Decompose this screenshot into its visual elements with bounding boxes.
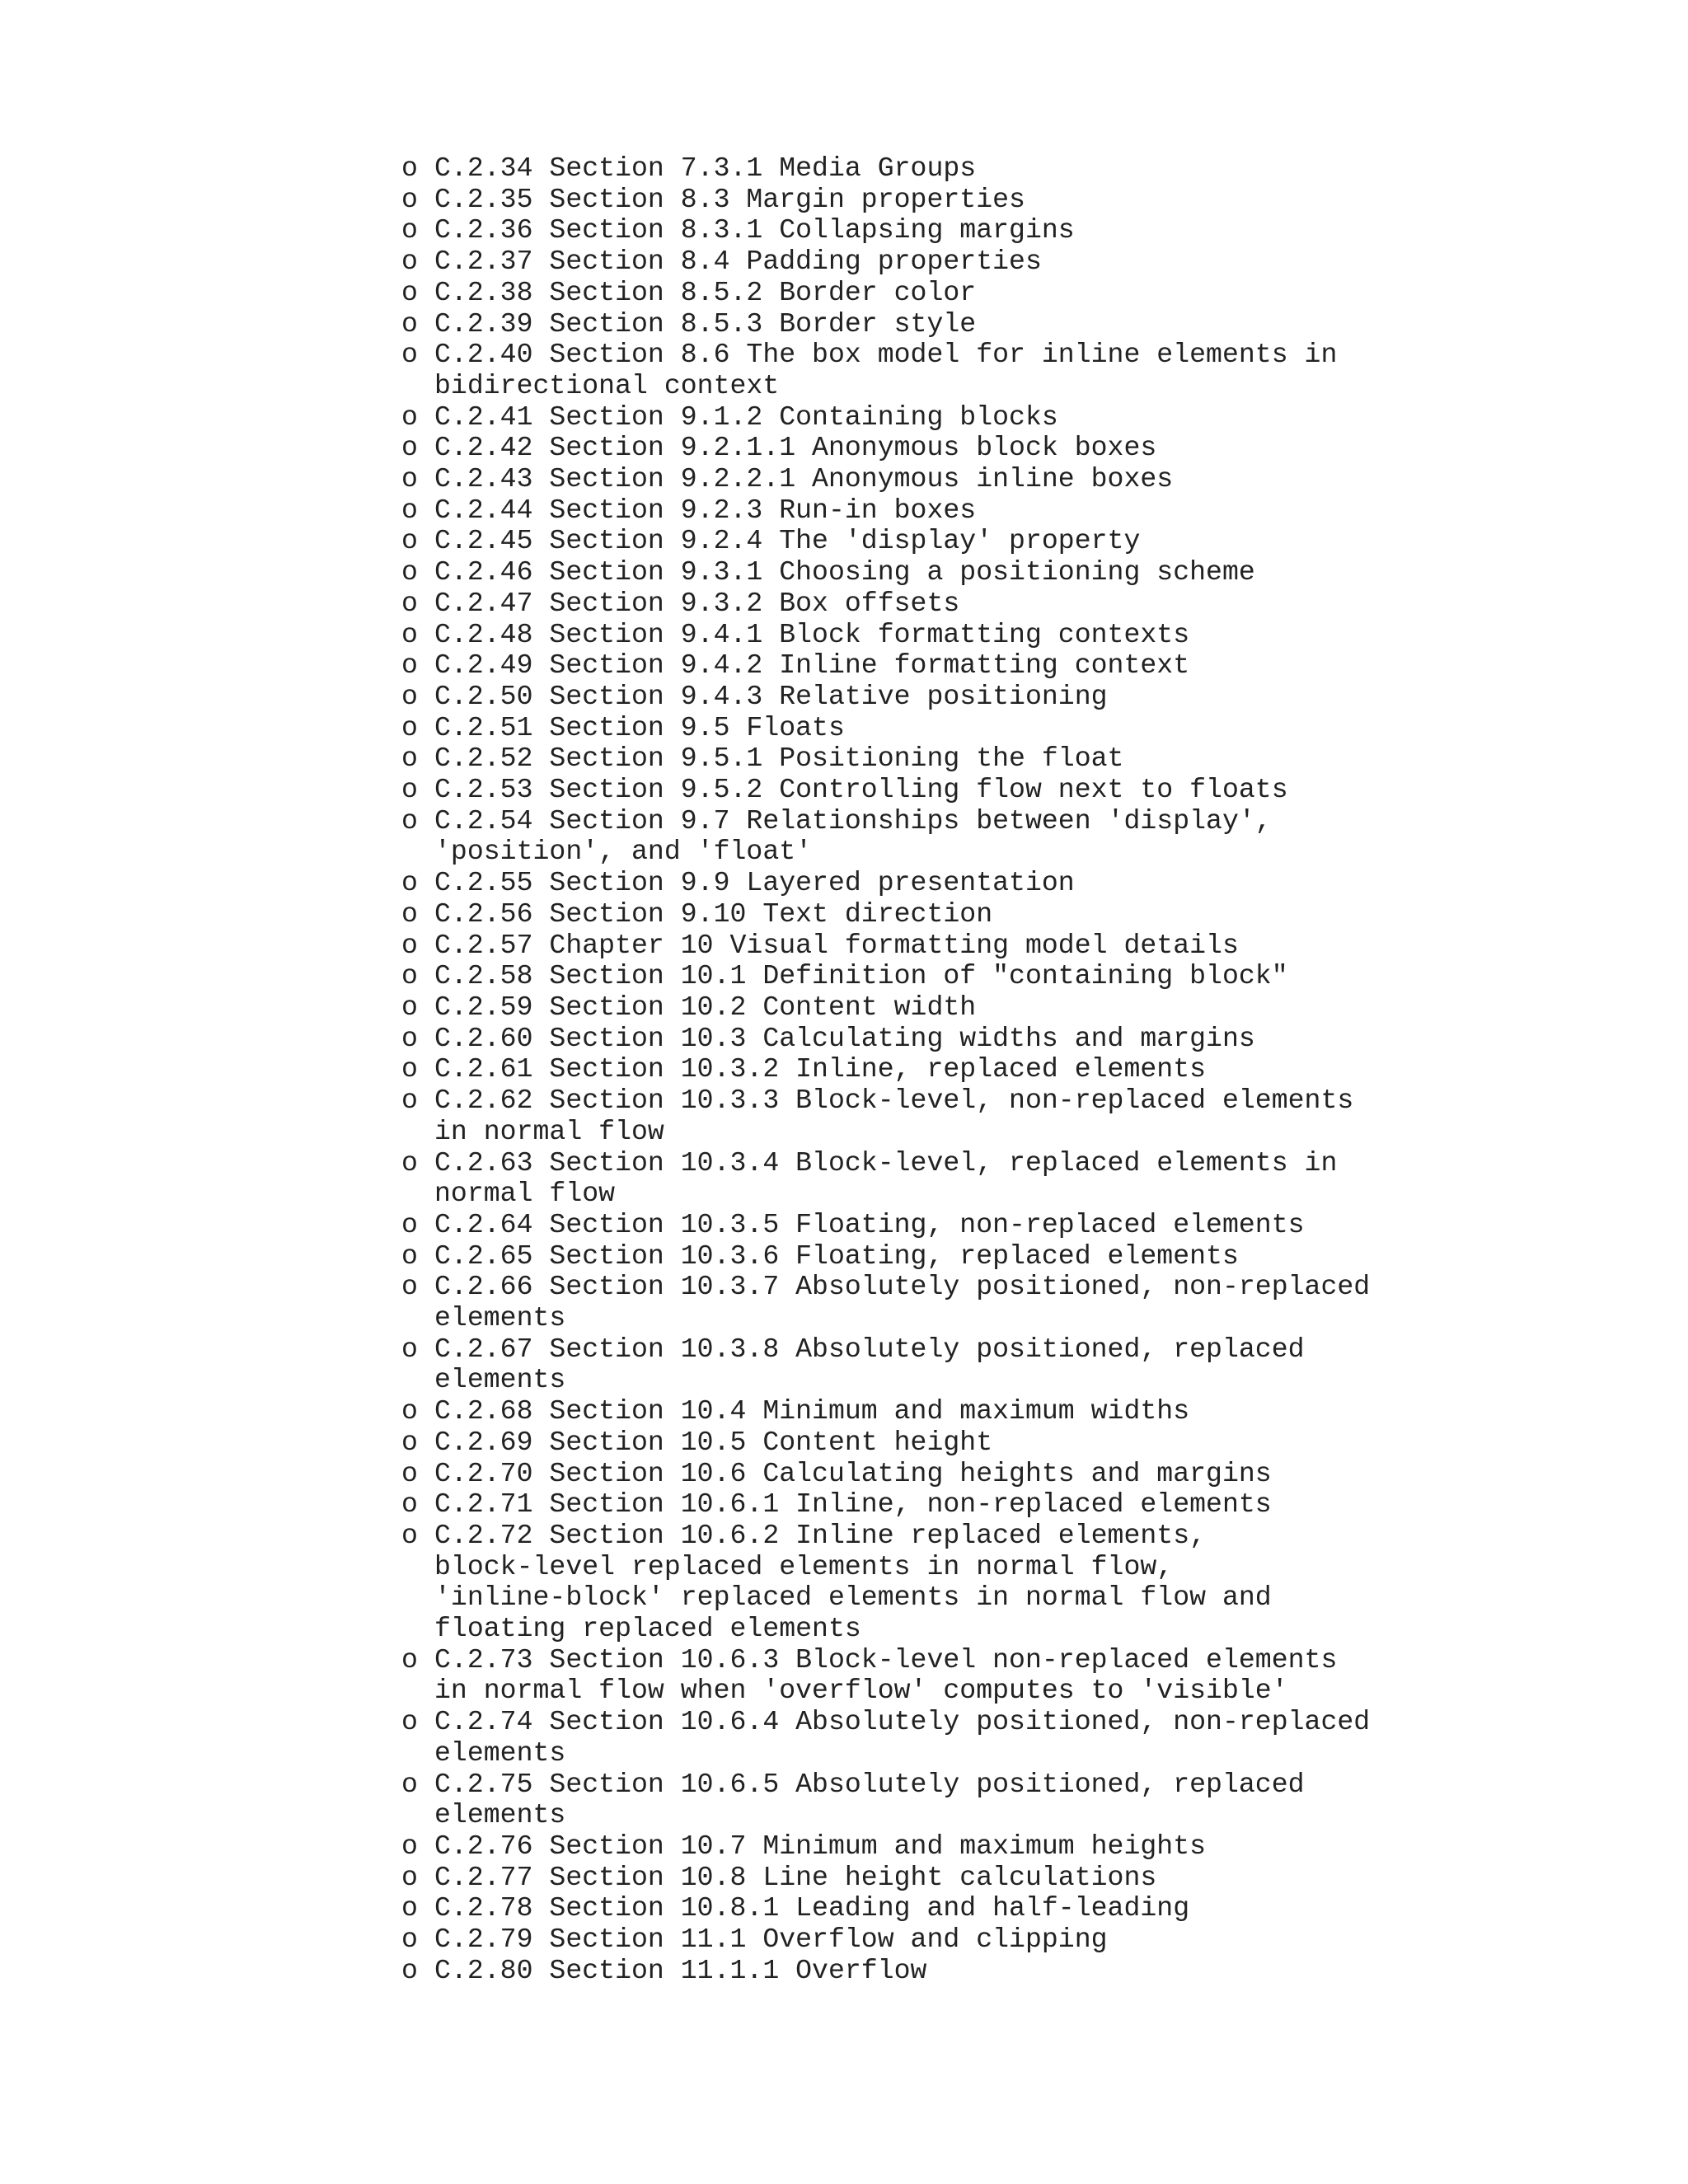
toc-item-line: C.2.36 Section 8.3.1 Collapsing margins <box>434 214 1075 246</box>
toc-item-line: C.2.64 Section 10.3.5 Floating, non-replaced elements <box>434 1208 1305 1240</box>
list-bullet: o <box>401 804 418 837</box>
list-bullet: o <box>401 1426 418 1458</box>
toc-item-line: elements <box>434 1736 566 1769</box>
toc-item-line: C.2.38 Section 8.5.2 Border color <box>434 276 977 308</box>
toc-item <box>0 650 1423 682</box>
toc-item-line: C.2.59 Section 10.2 Content width <box>434 991 977 1023</box>
toc-item-text <box>434 1863 1423 1894</box>
list-bullet: o <box>401 1085 418 1117</box>
toc-item-line: C.2.54 Section 9.7 Relationships between 'display', <box>434 804 1272 837</box>
toc-item-text <box>434 1707 1423 1769</box>
toc-item <box>0 930 1423 962</box>
list-bullet: o <box>401 1022 418 1054</box>
toc-item-text <box>434 433 1423 464</box>
toc-item <box>0 1956 1423 1987</box>
toc-item-text <box>434 1489 1423 1521</box>
list-bullet: o <box>401 649 418 682</box>
toc-item-line: C.2.46 Section 9.3.1 Choosing a positioning scheme <box>434 556 1255 588</box>
toc-item-text <box>434 650 1423 682</box>
toc-item <box>0 1210 1423 1241</box>
toc-item-text <box>434 930 1423 962</box>
toc-item-line: normal flow <box>434 1178 616 1210</box>
toc-item-text <box>434 309 1423 340</box>
toc-item <box>0 1148 1423 1210</box>
toc-item-text <box>434 961 1423 992</box>
toc-item-line: C.2.62 Section 10.3.3 Block-level, non-replaced elements <box>434 1085 1354 1117</box>
toc-item-line: C.2.74 Section 10.6.4 Absolutely positioned, non-replaced <box>434 1706 1371 1738</box>
toc-item-line: C.2.55 Section 9.9 Layered presentation <box>434 867 1075 899</box>
list-bullet: o <box>401 1519 418 1551</box>
toc-item-text <box>434 464 1423 495</box>
list-bullet: o <box>401 867 418 899</box>
toc-item-text <box>434 526 1423 557</box>
toc-item <box>0 620 1423 651</box>
toc-item-line: C.2.52 Section 9.5.1 Positioning the float <box>434 743 1124 775</box>
toc-item-line: C.2.43 Section 9.2.2.1 Anonymous inline boxes <box>434 463 1174 495</box>
toc-item-line: in normal flow <box>434 1115 664 1147</box>
toc-item <box>0 1924 1423 1956</box>
list-bullet: o <box>401 680 418 712</box>
toc-item <box>0 961 1423 992</box>
toc-item-text <box>434 743 1423 775</box>
list-bullet: o <box>401 1333 418 1365</box>
toc-item <box>0 806 1423 868</box>
toc-item-line: 'position', and 'float' <box>434 836 813 868</box>
toc-item-text <box>434 1769 1423 1831</box>
toc-item-line: C.2.40 Section 8.6 The box model for inline elements in <box>434 339 1338 371</box>
toc-item <box>0 1521 1423 1645</box>
toc-item <box>0 526 1423 557</box>
toc-item-text <box>434 1924 1423 1956</box>
toc-item-line: C.2.34 Section 7.3.1 Media Groups <box>434 152 977 184</box>
toc-item-line: C.2.72 Section 10.6.2 Inline replaced elements, <box>434 1519 1207 1551</box>
toc-item-line: C.2.35 Section 8.3 Margin properties <box>434 183 1025 215</box>
toc-item <box>0 464 1423 495</box>
toc-item-line: C.2.42 Section 9.2.1.1 Anonymous block boxes <box>434 432 1157 464</box>
toc-item-line: C.2.61 Section 10.3.2 Inline, replaced elements <box>434 1053 1207 1085</box>
list-bullet: o <box>401 1240 418 1272</box>
toc-item <box>0 1893 1423 1924</box>
toc-item-line: C.2.57 Chapter 10 Visual formatting model details <box>434 929 1239 961</box>
toc-item-text <box>434 1210 1423 1241</box>
toc-item-text <box>434 340 1423 401</box>
toc-item-line: floating replaced elements <box>434 1613 861 1645</box>
list-bullet: o <box>401 183 418 215</box>
toc-item <box>0 402 1423 434</box>
toc-item-line: elements <box>434 1302 566 1334</box>
toc-item-text <box>434 153 1423 185</box>
list-bullet: o <box>401 152 418 184</box>
toc-item-line: block-level replaced elements in normal flow, <box>434 1550 1174 1582</box>
toc-item-text <box>434 1956 1423 1987</box>
list-bullet: o <box>401 1271 418 1303</box>
toc-item-line: C.2.37 Section 8.4 Padding properties <box>434 246 1042 278</box>
list-bullet: o <box>401 711 418 743</box>
toc-item-text <box>434 1024 1423 1055</box>
toc-item-text <box>434 1521 1423 1645</box>
toc-item <box>0 1707 1423 1769</box>
list-bullet: o <box>401 1457 418 1489</box>
list-bullet: o <box>401 276 418 308</box>
toc-item-text <box>434 1459 1423 1490</box>
toc-item <box>0 1459 1423 1490</box>
toc-item-text <box>434 775 1423 806</box>
toc-item-line: C.2.68 Section 10.4 Minimum and maximum widths <box>434 1395 1190 1427</box>
list-bullet: o <box>401 1488 418 1521</box>
toc-item <box>0 1241 1423 1272</box>
toc-item-text <box>434 1427 1423 1459</box>
toc-item-text <box>434 557 1423 588</box>
toc-item <box>0 1489 1423 1521</box>
list-bullet: o <box>401 991 418 1023</box>
toc-item-line: C.2.76 Section 10.7 Minimum and maximum heights <box>434 1830 1207 1862</box>
list-bullet: o <box>401 1830 418 1862</box>
toc-item-text <box>434 1831 1423 1863</box>
list-bullet: o <box>401 463 418 495</box>
toc-item <box>0 899 1423 930</box>
toc-item-line: C.2.58 Section 10.1 Definition of "containing block" <box>434 960 1288 992</box>
toc-item-line: C.2.79 Section 11.1 Overflow and clipping <box>434 1924 1108 1956</box>
toc-item <box>0 1645 1423 1707</box>
list-bullet: o <box>401 960 418 992</box>
toc-item-line: C.2.63 Section 10.3.4 Block-level, replaced elements in <box>434 1146 1338 1179</box>
toc-item-line: C.2.39 Section 8.5.3 Border style <box>434 307 977 340</box>
toc-item-text <box>434 899 1423 930</box>
toc-item-line: C.2.80 Section 11.1.1 Overflow <box>434 1954 927 1986</box>
list-bullet: o <box>401 1892 418 1924</box>
toc-item-line: C.2.67 Section 10.3.8 Absolutely positioned, replaced <box>434 1333 1305 1365</box>
toc-item-text <box>434 806 1423 868</box>
toc-item <box>0 185 1423 216</box>
toc-item-text <box>434 992 1423 1024</box>
toc-item-text <box>434 185 1423 216</box>
list-bullet: o <box>401 743 418 775</box>
toc-item-line: C.2.41 Section 9.1.2 Containing blocks <box>434 401 1058 433</box>
toc-item <box>0 743 1423 775</box>
list-bullet: o <box>401 494 418 526</box>
list-bullet: o <box>401 432 418 464</box>
toc-item-text <box>434 1396 1423 1427</box>
toc-item-text <box>434 713 1423 744</box>
toc-item-text <box>434 1893 1423 1924</box>
toc-item-text <box>434 1334 1423 1396</box>
toc-item <box>0 1863 1423 1894</box>
toc-item <box>0 153 1423 185</box>
toc-item-text <box>434 495 1423 527</box>
toc-item-line: C.2.75 Section 10.6.5 Absolutely positioned, replaced <box>434 1768 1305 1800</box>
toc-item-line: C.2.53 Section 9.5.2 Controlling flow next to floats <box>434 774 1288 806</box>
toc-item <box>0 992 1423 1024</box>
toc-item-line: C.2.50 Section 9.4.3 Relative positioning <box>434 680 1108 712</box>
toc-item <box>0 495 1423 527</box>
toc-item-text <box>434 682 1423 713</box>
list-bullet: o <box>401 618 418 650</box>
toc-item-text <box>434 246 1423 278</box>
toc-item-line: C.2.51 Section 9.5 Floats <box>434 711 845 743</box>
toc-item-line: C.2.49 Section 9.4.2 Inline formatting context <box>434 649 1190 682</box>
toc-item <box>0 1334 1423 1396</box>
list-bullet: o <box>401 774 418 806</box>
toc-item-text <box>434 215 1423 246</box>
toc-list <box>0 153 1423 1986</box>
toc-item-text <box>434 868 1423 899</box>
toc-item <box>0 309 1423 340</box>
toc-item-text <box>434 1241 1423 1272</box>
list-bullet: o <box>401 339 418 371</box>
list-bullet: o <box>401 929 418 961</box>
toc-item-line: C.2.70 Section 10.6 Calculating heights and margins <box>434 1457 1272 1489</box>
toc-item <box>0 215 1423 246</box>
toc-item-line: elements <box>434 1364 566 1396</box>
list-bullet: o <box>401 1706 418 1738</box>
list-bullet: o <box>401 307 418 340</box>
list-bullet: o <box>401 1395 418 1427</box>
toc-item <box>0 1427 1423 1459</box>
toc-item-text <box>434 1148 1423 1210</box>
toc-item-line: 'inline-block' replaced elements in normal flow and <box>434 1582 1272 1614</box>
toc-item <box>0 433 1423 464</box>
toc-item-line: C.2.78 Section 10.8.1 Leading and half-leading <box>434 1892 1190 1924</box>
toc-item-text <box>434 588 1423 620</box>
toc-item-line: bidirectional context <box>434 369 780 401</box>
list-bullet: o <box>401 525 418 557</box>
toc-item <box>0 1831 1423 1863</box>
list-bullet: o <box>401 898 418 930</box>
toc-item-text <box>434 1085 1423 1147</box>
toc-item-line: C.2.48 Section 9.4.1 Block formatting contexts <box>434 618 1190 650</box>
list-bullet: o <box>401 1954 418 1986</box>
list-bullet: o <box>401 587 418 619</box>
toc-item-line: C.2.71 Section 10.6.1 Inline, non-replaced elements <box>434 1488 1272 1521</box>
toc-item <box>0 278 1423 309</box>
toc-item <box>0 1085 1423 1147</box>
toc-item-line: C.2.77 Section 10.8 Line height calculations <box>434 1861 1157 1893</box>
toc-item <box>0 868 1423 899</box>
toc-item-text <box>434 1645 1423 1707</box>
toc-item-line: C.2.45 Section 9.2.4 The 'display' property <box>434 525 1141 557</box>
list-bullet: o <box>401 1208 418 1240</box>
list-bullet: o <box>401 556 418 588</box>
toc-item <box>0 1272 1423 1333</box>
toc-item-line: C.2.47 Section 9.3.2 Box offsets <box>434 587 960 619</box>
toc-item-text <box>434 1272 1423 1333</box>
toc-item-line: C.2.56 Section 9.10 Text direction <box>434 898 993 930</box>
toc-item <box>0 1024 1423 1055</box>
toc-item <box>0 588 1423 620</box>
list-bullet: o <box>401 1924 418 1956</box>
toc-item-line: in normal flow when 'overflow' computes to 'visible' <box>434 1675 1288 1707</box>
toc-item <box>0 1054 1423 1085</box>
toc-item <box>0 1396 1423 1427</box>
toc-item-text <box>434 402 1423 434</box>
list-bullet: o <box>401 1643 418 1675</box>
toc-item-line: C.2.65 Section 10.3.6 Floating, replaced elements <box>434 1240 1239 1272</box>
toc-item-text <box>434 278 1423 309</box>
toc-item <box>0 775 1423 806</box>
toc-item <box>0 557 1423 588</box>
toc-item-text <box>434 1054 1423 1085</box>
list-bullet: o <box>401 214 418 246</box>
toc-item <box>0 1769 1423 1831</box>
toc-item-line: C.2.69 Section 10.5 Content height <box>434 1426 993 1458</box>
toc-item-line: C.2.73 Section 10.6.3 Block-level non-replaced elements <box>434 1643 1338 1675</box>
toc-item-line: elements <box>434 1799 566 1831</box>
toc-item-line: C.2.60 Section 10.3 Calculating widths and margins <box>434 1022 1255 1054</box>
list-bullet: o <box>401 1146 418 1179</box>
toc-item-text <box>434 620 1423 651</box>
list-bullet: o <box>401 1768 418 1800</box>
toc-item-line: C.2.66 Section 10.3.7 Absolutely positioned, non-replaced <box>434 1271 1371 1303</box>
toc-item <box>0 713 1423 744</box>
toc-item <box>0 340 1423 401</box>
list-bullet: o <box>401 246 418 278</box>
toc-item <box>0 682 1423 713</box>
list-bullet: o <box>401 1053 418 1085</box>
toc-item-line: C.2.44 Section 9.2.3 Run-in boxes <box>434 494 977 526</box>
list-bullet: o <box>401 1861 418 1893</box>
toc-item <box>0 246 1423 278</box>
list-bullet: o <box>401 401 418 433</box>
